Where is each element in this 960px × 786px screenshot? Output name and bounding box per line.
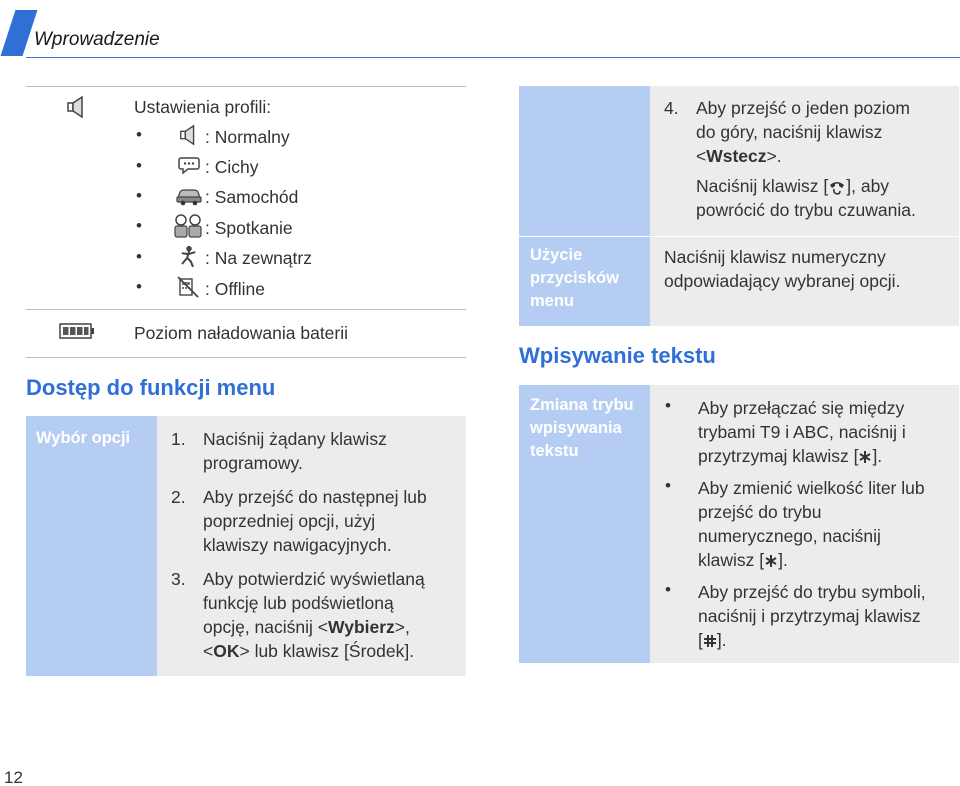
label-line: Użycie xyxy=(530,246,583,264)
meeting-icon xyxy=(172,213,204,239)
profile-item-label: : Normalny xyxy=(205,127,290,147)
step-line: opcję, naciśnij < xyxy=(203,617,329,637)
outdoor-icon xyxy=(178,245,200,267)
bullet: • xyxy=(136,277,142,296)
step-line: programowy. xyxy=(203,453,303,473)
step-line: [ xyxy=(698,630,703,650)
step-line: odpowiadający wybranej opcji. xyxy=(664,271,901,291)
bullet: • xyxy=(136,247,142,266)
softkey-name: OK xyxy=(213,641,240,661)
step-line: < xyxy=(203,641,214,661)
bullet: • xyxy=(136,125,142,144)
section-title-text-input: Wpisywanie tekstu xyxy=(519,343,716,368)
bullet: • xyxy=(665,396,671,415)
step-line: do góry, naciśnij klawisz xyxy=(696,122,883,142)
speaker-icon xyxy=(178,124,200,146)
step-line: przejść do trybu xyxy=(698,502,822,522)
step-number: 1. xyxy=(171,429,186,449)
step-text xyxy=(203,567,425,663)
step-line: >, xyxy=(394,617,410,637)
step-line: Aby zmienić wielkość liter lub xyxy=(698,478,925,498)
car-icon xyxy=(175,184,203,206)
softkey-name: Wstecz xyxy=(706,146,767,166)
step-number: 4. xyxy=(664,98,679,118)
step-line: > lub klawisz [Środek]. xyxy=(239,641,415,661)
hash-key-icon xyxy=(703,634,717,648)
step-line: Aby przejść do następnej lub xyxy=(203,487,427,507)
bullet: • xyxy=(665,580,671,599)
profile-item-label: : Offline xyxy=(205,279,265,299)
step-3 xyxy=(171,567,461,667)
numeric-key-instruction xyxy=(664,245,959,295)
header-rule xyxy=(26,57,960,58)
row-label-change-input-mode xyxy=(530,394,634,463)
label-line: wpisywania xyxy=(530,419,622,437)
step-1 xyxy=(171,427,461,479)
step-line: przytrzymaj klawisz [ xyxy=(698,446,859,466)
step-line: naciśnij i przytrzymaj klawisz xyxy=(698,606,921,626)
label-line: Zmiana trybu xyxy=(530,396,634,414)
table-divider xyxy=(650,236,959,237)
step-line: klawisz [ xyxy=(698,550,765,570)
profile-item-label: : Samochód xyxy=(205,187,299,207)
star-key-icon xyxy=(858,450,872,464)
step-text xyxy=(203,427,387,475)
step-line: Aby potwierdzić wyświetlaną xyxy=(203,569,425,589)
step-text xyxy=(696,96,910,168)
profile-item-label: : Cichy xyxy=(205,157,259,177)
step-line: ]. xyxy=(872,446,883,466)
end-key-instruction xyxy=(696,174,958,224)
step-text xyxy=(203,485,427,557)
step-line: < xyxy=(696,146,707,166)
step-line: poprzedniej opcji, użyj xyxy=(203,511,376,531)
row-rule xyxy=(26,309,466,310)
battery-label: Poziom naładowania baterii xyxy=(134,323,349,343)
page-number: 12 xyxy=(4,768,23,786)
step-line: Aby przejść do trybu symboli, xyxy=(698,582,926,602)
offline-icon xyxy=(176,275,200,299)
menu-access-label-cell xyxy=(26,416,157,676)
table-divider xyxy=(519,236,650,237)
section-title-menu-access: Dostęp do funkcji menu xyxy=(26,375,276,400)
text-input-bullet-2 xyxy=(698,476,958,574)
step-line: numerycznego, naciśnij xyxy=(698,526,881,546)
label-line: menu xyxy=(530,292,575,310)
step-line: Naciśnij klawisz [ xyxy=(696,176,829,196)
step-4 xyxy=(664,96,959,172)
step-line: ]. xyxy=(778,550,788,570)
row-label-option-select: Wybór opcji xyxy=(36,429,131,447)
end-call-key-icon xyxy=(828,178,846,196)
step-line: funkcję lub podświetloną xyxy=(203,593,394,613)
star-key-icon xyxy=(764,554,778,568)
profile-item-label: : Spotkanie xyxy=(205,218,293,238)
step-line: ], aby xyxy=(846,176,890,196)
softkey-name: Wybierz xyxy=(328,617,395,637)
step-2 xyxy=(171,485,461,561)
row-rule xyxy=(26,357,466,358)
step-line: Aby przejść o jeden poziom xyxy=(696,98,910,118)
label-line: przycisków xyxy=(530,269,619,287)
speaker-icon xyxy=(66,95,88,119)
label-line: tekstu xyxy=(530,442,579,460)
step-line: klawiszy nawigacyjnych. xyxy=(203,535,392,555)
speech-bubble-icon xyxy=(178,154,200,176)
step-line: Naciśnij żądany klawisz xyxy=(203,429,387,449)
top-rule xyxy=(26,86,466,87)
profile-item-label: : Na zewnątrz xyxy=(205,248,312,268)
step-line: trybami T9 i ABC, naciśnij i xyxy=(698,422,906,442)
text-input-bullet-1 xyxy=(698,396,958,470)
bullet: • xyxy=(136,186,142,205)
step-line: ]. xyxy=(716,630,727,650)
page-header-title: Wprowadzenie xyxy=(34,29,160,50)
step-line: Aby przełączać się między xyxy=(698,398,905,418)
profiles-heading: Ustawienia profili: xyxy=(134,97,272,117)
step-number: 3. xyxy=(171,569,186,589)
bullet: • xyxy=(665,476,671,495)
row-label-menu-buttons xyxy=(530,244,619,313)
battery-icon xyxy=(59,322,95,340)
bullet: • xyxy=(136,216,142,235)
text-input-bullet-3 xyxy=(698,580,958,654)
step-line: >. xyxy=(766,146,782,166)
step-line: Naciśnij klawisz numeryczny xyxy=(664,247,886,267)
step-number: 2. xyxy=(171,487,186,507)
step-line: powrócić do trybu czuwania. xyxy=(696,200,916,220)
bullet: • xyxy=(136,156,142,175)
header-accent-bar xyxy=(1,10,38,56)
